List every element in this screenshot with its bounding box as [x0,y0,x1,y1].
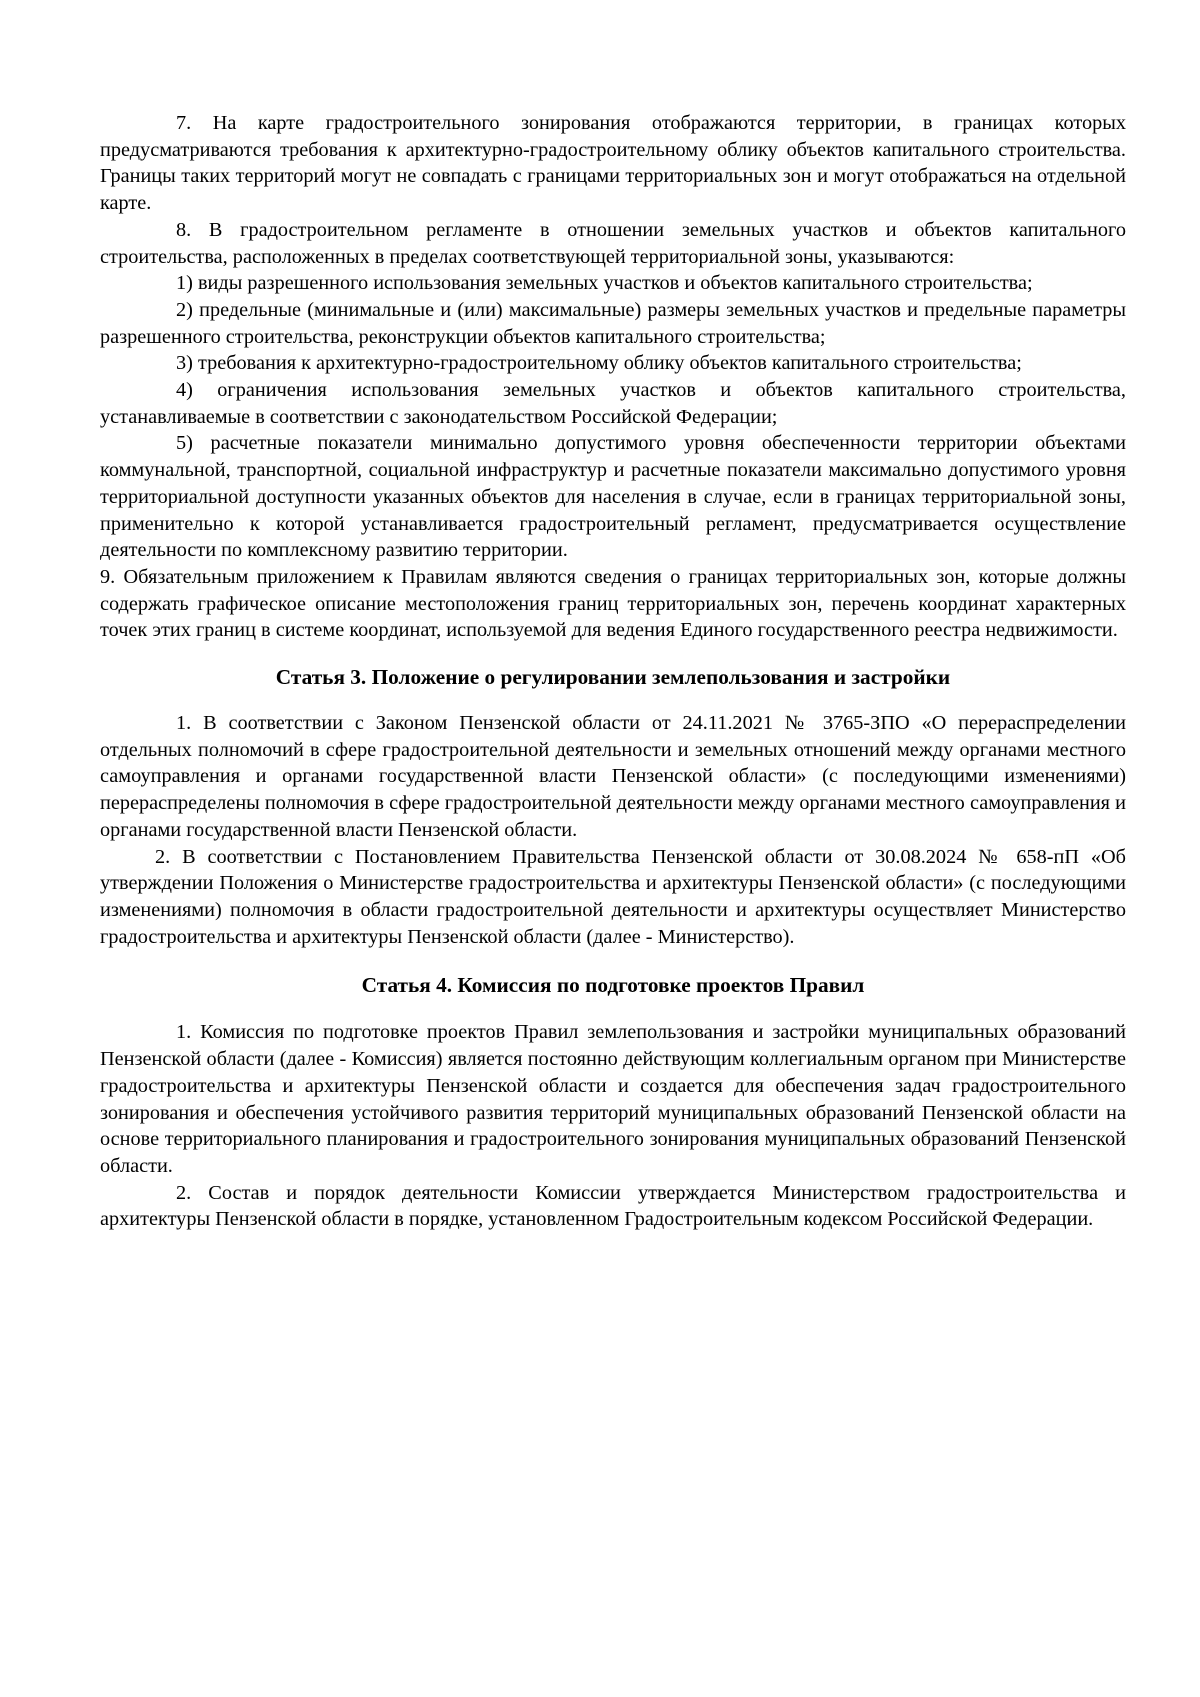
list-item-1-permitted-use: 1) виды разрешенного использования земельных участков и объектов капитального строительства; [176,272,1033,295]
paragraph-9-appendix: 9. Обязательным приложением к Правилам являются сведения о границах территориальных зон, которые должны содержать графическое описание местоположения границ территориальных зон, перечень координат характерных точек этих границ в системе координат, используемой для ведения Единого государственного реестра недвижимости. [100,565,1126,642]
document-body [100,110,1126,1233]
article-4-paragraph-1: 1. Комиссия по подготовке проектов Правил землепользования и застройки муниципальных образований Пензенской области (далее - Комиссия) является постоянно действующим коллегиальным органом при Министерстве градостроительства и архитектуры Пензенской области и создается для обеспечения задач градостроительного зонирования и обеспечения устойчивого развития территорий муниципальных образований Пензенской области на основе территориального планирования и градостроительного зонирования муниципальных образований Пензенской области. [100,1021,1126,1177]
paragraph-8-regulation: 8. В градостроительном регламенте в отношении земельных участков и объектов капитального строительства, расположенных в пределах соответствующей территориальной зоны, указываются: [100,218,1126,268]
list-item-4-restrictions: 4) ограничения использования земельных участков и объектов капитального строительства, устанавливаемые в соответствии с законодательством Российской Федерации; [100,379,1126,428]
article-3-paragraph-1: 1. В соответствии с Законом Пензенской области от 24.11.2021 № 3765-ЗПО «О перераспределении отдельных полномочий в сфере градостроительной деятельности и земельных отношений между органами местного самоуправления и органами государственной власти Пензенской области» (с последующими изменениями) перераспределены полномочия в сфере градостроительной деятельности между органами местного самоуправления и органами государственной власти Пензенской области. [100,712,1126,841]
article-4-paragraph-2: 2. Состав и порядок деятельности Комиссии утверждается Министерством градостроительства и архитектуры Пензенской области в порядке, установленном Градостроительным кодексом Российской Федерации. [100,1181,1126,1231]
article-3-paragraph-2: 2. В соответствии с Постановлением Правительства Пензенской области от 30.08.2024 № 658-пП «Об утверждении Положения о Министерстве градостроительства и архитектуры Пензенской области» (с последующими изменениями) полномочия в области градостроительной деятельности и архитектуры осуществляет Министерство градостроительства и архитектуры Пензенской области (далее - Министерство). [100,845,1126,948]
list-item-5-calculated-indicators: 5) расчетные показатели минимально допустимого уровня обеспеченности территории объектами коммунальной, транспортной, социальной инфраструктур и расчетные показатели максимально допустимого уровня территориальной доступности указанных объектов для населения в случае, если в границах территориальной зоны, применительно к которой устанавливается градостроительный регламент, предусматривается осуществление деятельности по комплексному развитию территории. [100,432,1126,562]
article-4-heading: Статья 4. Комиссия по подготовке проектов Правил [361,973,865,998]
list-item-3-architectural-requirements: 3) требования к архитектурно-градостроительному облику объектов капитального строительства; [176,352,1022,375]
list-item-2-limit-sizes: 2) предельные (минимальные и (или) максимальные) размеры земельных участков и предельные параметры разрешенного строительства, реконструкции объектов капитального строительства; [100,298,1126,348]
article-3-heading: Статья 3. Положение о регулировании землепользования и застройки [275,665,951,690]
paragraph-7-zoning-map: 7. На карте градостроительного зонирования отображаются территории, в границах которых предусматриваются требования к архитектурно-градостроительному облику объектов капитального строительства. Границы таких территорий могут не совпадать с границами территориальных зон и могут отображаться на отдельной карте. [100,112,1126,215]
